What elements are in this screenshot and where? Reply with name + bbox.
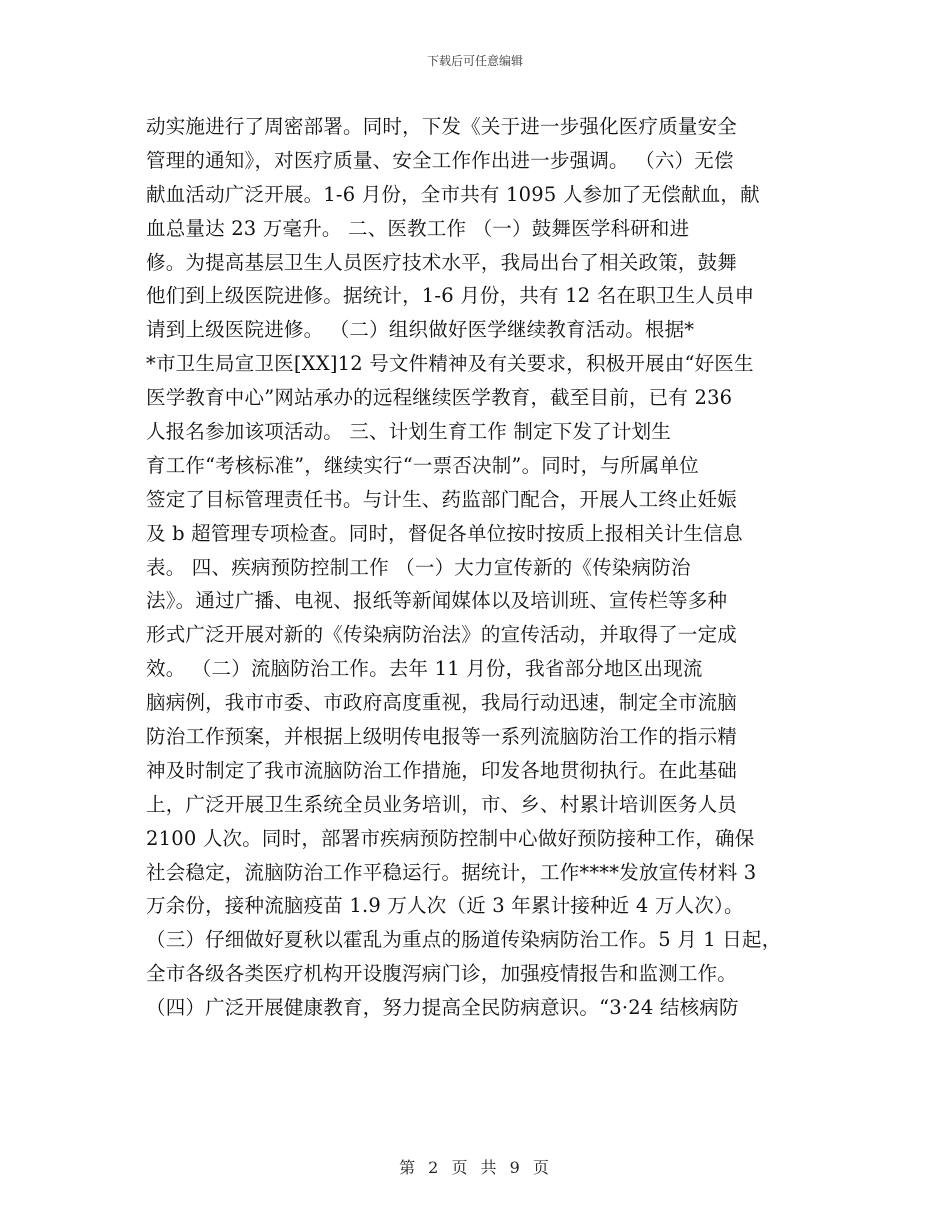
text-line: 请到上级医院进修。 （二）组织做好医学继续教育活动。根据* [146,318,695,342]
text-line: 表。 四、疾病预防控制工作 （一）大力宣传新的《传染病防治 [146,555,691,579]
text-line: （四）广泛开展健康教育，努力提高全民防病意识。“3·24 结核病防 [146,996,739,1020]
text-line: 医学教育中心”网站承办的远程继续医学教育，截至目前，已有 236 [146,386,733,410]
text-line: *市卫生局宣卫医[XX]12 号文件精神及有关要求，积极开展由“好医生 [146,352,754,376]
text-line: 法》。通过广播、电视、报纸等新闻媒体以及培训班、宣传栏等多种 [146,589,728,613]
text-line: 社会稳定，流脑防治工作平稳运行。据统计，工作****发放宣传材料 3 [146,860,757,884]
text-line: 及 b 超管理专项检查。同时，督促各单位按时按质上报相关计生信息 [146,521,743,545]
text-line: 管理的通知》，对医疗质量、安全工作作出进一步强调。 （六）无偿 [146,148,734,172]
text-line: 防治工作预案，并根据上级明传电报等一系列流脑防治工作的指示精 [146,725,738,749]
text-line: 效。 （二）流脑防治工作。去年 11 月份，我省部分地区出现流 [146,657,703,681]
text-line: 签定了目标管理责任书。与计生、药监部门配合，开展人工终止妊娠 [146,487,738,511]
text-line: 脑病例，我市市委、市政府高度重视，我局行动迅速，制定全市流脑 [146,691,738,715]
text-line: 全市各级各类医疗机构开设腹泻病门诊，加强疫情报告和监测工作。 [146,962,738,986]
document-body [146,110,826,1025]
text-line: 神及时制定了我市流脑防治工作措施，印发各地贯彻执行。在此基础 [146,758,738,782]
text-line: 修。为提高基层卫生人员医疗技术水平，我局出台了相关政策，鼓舞 [146,250,738,274]
text-line: 育工作“考核标准”，继续实行“一票否决制”。同时，与所属单位 [146,453,699,477]
text-line: 上，广泛开展卫生系统全员业务培训，市、乡、村累计培训医务人员 [146,792,738,816]
text-line: 万余份，接种流脑疫苗 1.9 万人次（近 3 年累计接种近 4 万人次）。 [146,894,744,918]
text-line: 2100 人次。同时，部署市疾病预防控制中心做好预防接种工作，确保 [146,826,755,850]
text-line: 动实施进行了周密部署。同时，下发《关于进一步强化医疗质量安全 [146,115,738,138]
text-line: 血总量达 23 万毫升。 二、医教工作 （一）鼓舞医学科研和进 [146,216,690,240]
text-line: 献血活动广泛开展。1-6 月份，全市共有 1095 人参加了无偿献血，献 [146,182,760,206]
text-line: 他们到上级医院进修。据统计，1-6 月份，共有 12 名在职卫生人员申 [146,284,755,308]
text-line: （三）仔细做好夏秋以霍乱为重点的肠道传染病防治工作。5 月 1 日起， [146,928,782,952]
text-line: 人报名参加该项活动。 三、计划生育工作 制定下发了计划生 [146,420,671,444]
text-line: 形式广泛开展对新的《传染病防治法》的宣传活动，并取得了一定成 [146,623,738,647]
page-footer: 第 2 页 共 9 页 [399,1158,551,1177]
page-header: 下载后可任意编辑 [426,54,523,68]
